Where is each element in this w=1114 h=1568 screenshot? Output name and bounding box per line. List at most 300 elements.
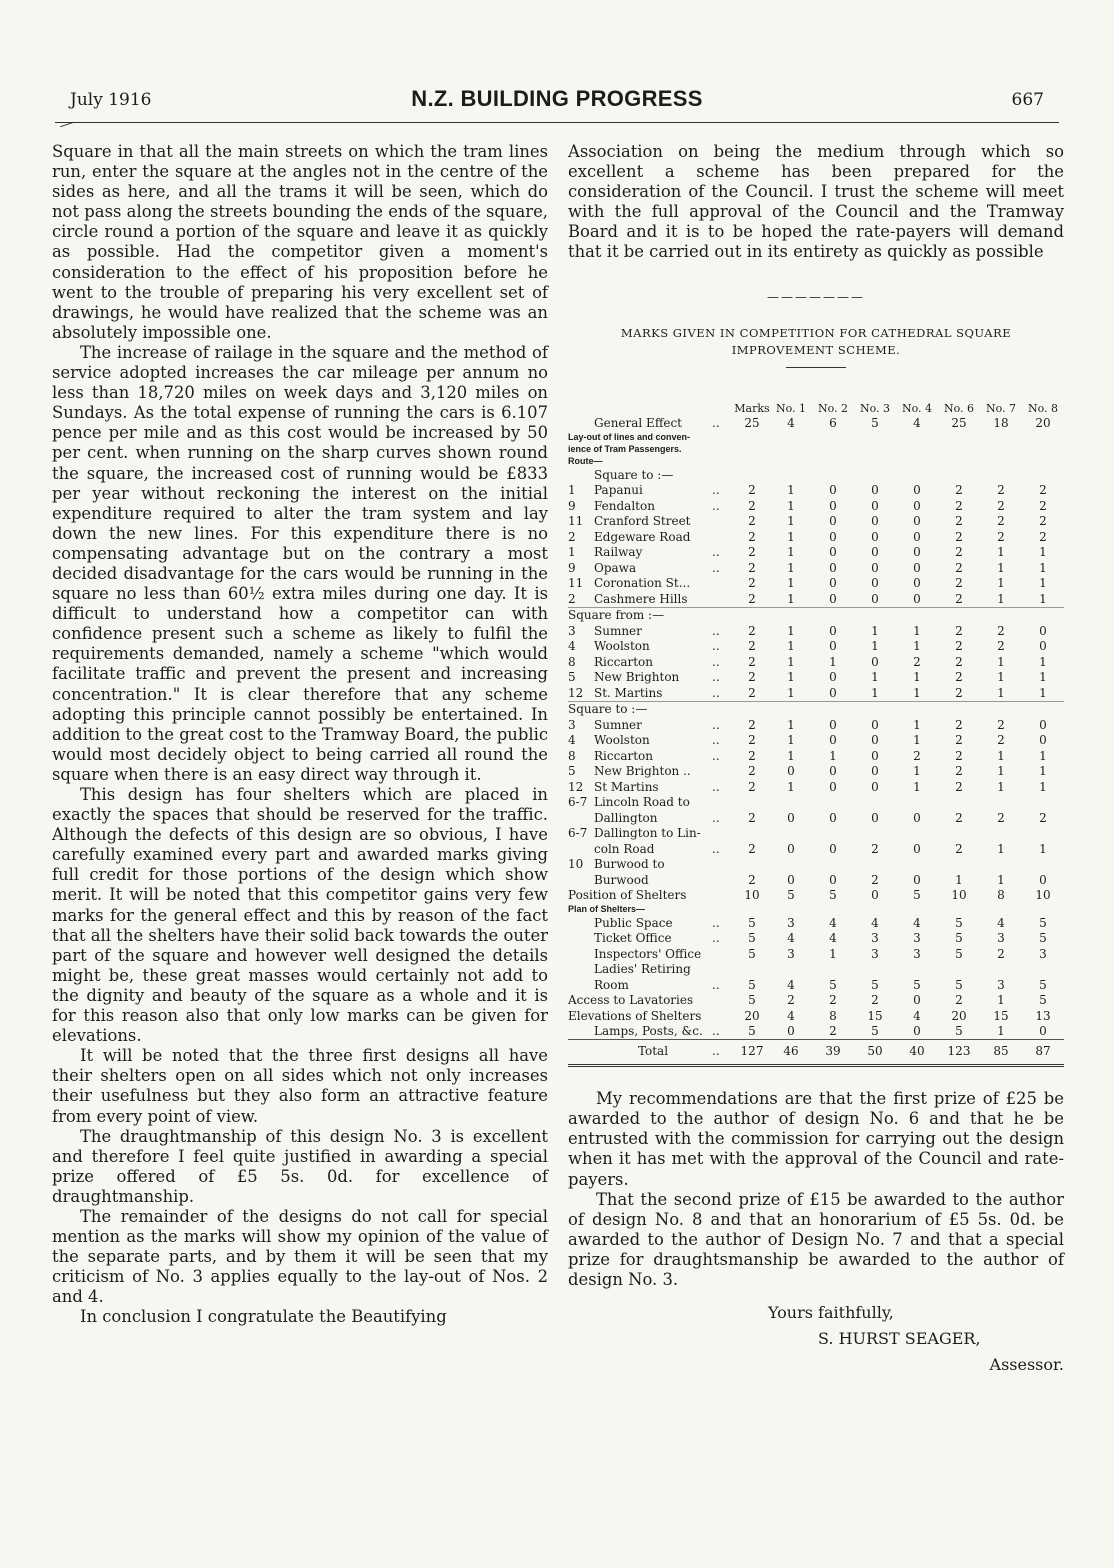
table-cell: 0 xyxy=(829,623,837,638)
table-cell: 0 xyxy=(1039,717,1047,732)
table-cell: 2 xyxy=(955,498,963,513)
table-row xyxy=(568,701,1064,717)
table-cell: 0 xyxy=(913,993,921,1008)
table-cell: 5 xyxy=(955,915,963,930)
table-cell: 1 xyxy=(787,733,795,748)
table-row xyxy=(568,764,1064,780)
table-cell: 0 xyxy=(871,654,879,669)
table-cell: 1 xyxy=(787,560,795,575)
title-rule xyxy=(786,367,846,368)
table-cell: 0 xyxy=(829,560,837,575)
table-cell: 0 xyxy=(913,1024,921,1039)
table-cell: .. xyxy=(712,1040,734,1063)
table-cell: 0 xyxy=(829,545,837,560)
signature-block xyxy=(568,1300,1064,1378)
table-cell: St Martins xyxy=(594,779,659,794)
table-cell: 2 xyxy=(748,514,756,529)
table-cell: 2 xyxy=(871,841,879,856)
table-cell: 2 xyxy=(955,560,963,575)
paragraph: The increase of railage in the square and the method of service adopted increases the car mileage per annum no less than 18,720 miles on week days and 3,120 miles on Sundays. As the total expense of running the cars is 6.107 pence per mile and as this cost would be increased by 50 per cent. when running on the sharp curves shown round the square, the increased cost of running would be £833 per year without reckoning the interest on the initial expenditure required to alter the tram system and lay down the new lines. For this expenditure there is no compensating advantage but on the contrary a most decided disadvantage for the cars would be running in the square no less than 60½ extra miles during one day. It is difficult to understand how a competitor can with confidence present such a scheme as likely to fulfil the requirements demanded, namely a scheme "which would facilitate traffic and prevent the present and increasing concentration." It is clear therefore that any scheme adopting this principle cannot possibly be entertained. In addition to the great cost to the Tramway Board, the public would most decidely object to being carried all round the square when there is an easy direct way through it. xyxy=(52,342,548,784)
table-row xyxy=(568,946,1064,962)
table-cell: 2 xyxy=(748,733,756,748)
table-cell: 0 xyxy=(871,576,879,591)
table-cell: 1 xyxy=(787,779,795,794)
table-cell: 2 xyxy=(955,993,963,1008)
table-cell: 5 xyxy=(568,670,576,685)
table-cell: 1 xyxy=(997,560,1005,575)
table-bottom-rule xyxy=(568,1064,1064,1067)
table-cell: 4 xyxy=(913,915,921,930)
table-cell: 2 xyxy=(748,764,756,779)
table-cell: 2 xyxy=(997,498,1005,513)
paragraph: It will be noted that the three first designs all have their shelters open on all sides which not only increases their usefulness but they also form an attractive feature from every point of view. xyxy=(52,1046,548,1126)
table-cell: Coronation St... xyxy=(594,576,691,591)
paragraph: This design has four shelters which are placed in exactly the spaces that should be reserved for the traffic. Although the defects of this design are so obvious, I have carefully examined every part and awarded marks giving full credit for those portions of the design which show merit. It will be noted that this competitor gains very few marks for the general effect and this by reason of the fact that all the shelters have their solid back towards the outer part of the square and however well designed the details might be, these great masses would certainly not add to the dignity and beauty of the square as a whole and it is for this reason also that only low marks can be given for elevations. xyxy=(52,785,548,1046)
table-cell: 0 xyxy=(871,514,879,529)
table-cell: .. xyxy=(712,639,720,654)
table-cell: Access to Lavatories xyxy=(568,993,694,1008)
table-cell: .. xyxy=(712,483,720,498)
table-cell: 2 xyxy=(955,483,963,498)
table-cell: 2 xyxy=(787,993,795,1008)
table-cell: Dallington to Lin- xyxy=(594,826,701,841)
table-row xyxy=(568,857,1064,873)
table-cell: 0 xyxy=(829,591,837,606)
table-cell: 1 xyxy=(871,685,879,700)
table-cell: 39 xyxy=(812,1040,854,1063)
table-cell: Burwood xyxy=(594,872,649,887)
table-cell: 1 xyxy=(1039,545,1047,560)
table-cell: 2 xyxy=(748,810,756,825)
table-cell: 2 xyxy=(1039,514,1047,529)
table-cell: New Brighton xyxy=(594,670,680,685)
table-cell: 0 xyxy=(829,685,837,700)
table-cell: 87 xyxy=(1022,1040,1064,1063)
table-row xyxy=(568,607,1064,623)
table-cell: 2 xyxy=(748,560,756,575)
table-cell: 3 xyxy=(568,623,576,638)
table-cell: 1 xyxy=(787,514,795,529)
table-cell: .. xyxy=(712,931,720,946)
table-cell: No. 8 xyxy=(1027,401,1059,415)
table-cell: 2 xyxy=(913,748,921,763)
table-cell: No. 1 xyxy=(775,401,807,415)
table-cell: 2 xyxy=(997,514,1005,529)
table-cell: 2 xyxy=(955,810,963,825)
table-cell: Public Space xyxy=(594,915,673,930)
table-cell: .. xyxy=(712,977,720,992)
table-cell: Riccarton xyxy=(594,748,653,763)
table-cell: 2 xyxy=(955,764,963,779)
table-cell: Railway xyxy=(594,545,643,560)
table-cell: 2 xyxy=(748,591,756,606)
table-cell: Room xyxy=(594,977,629,992)
table-cell: New Brighton .. xyxy=(594,764,691,779)
table-cell: 1 xyxy=(1039,654,1047,669)
table-cell: 1 xyxy=(913,717,921,732)
table-cell: Plan of Shelters— xyxy=(568,903,646,914)
table-row xyxy=(568,915,1064,931)
table-cell: 10 xyxy=(951,888,967,903)
paragraph: Square in that all the main streets on which the tram lines run, enter the square at the angles not in the centre of the sides as here, and all the trams it will be seen, which do not pass along the streets bounding the ends of the square, circle round a portion of the square and leave it as quickly as possible. Had the competitor given a moment's consideration to the effect of his proposition before he went to the trouble of preparing his very excellent set of drawings, he would have realized that the scheme was an absolutely impossible one. xyxy=(52,142,548,342)
table-row xyxy=(568,748,1064,764)
table-cell: 5 xyxy=(1039,915,1047,930)
table-cell: 2 xyxy=(748,654,756,669)
table-cell: 1 xyxy=(913,623,921,638)
table-cell: 11 xyxy=(568,514,584,529)
table-cell: 0 xyxy=(1039,872,1047,887)
table-cell: 2 xyxy=(748,779,756,794)
table-cell: Woolston xyxy=(594,639,650,654)
table-cell: 2 xyxy=(748,872,756,887)
table-cell: 0 xyxy=(913,560,921,575)
table-cell: 1 xyxy=(997,591,1005,606)
table-cell: 1 xyxy=(997,545,1005,560)
table-cell: 0 xyxy=(913,872,921,887)
table-cell: 4 xyxy=(787,931,795,946)
table-cell: 2 xyxy=(955,529,963,544)
table-cell: 9 xyxy=(568,498,576,513)
table-cell: 0 xyxy=(829,764,837,779)
table-row xyxy=(568,623,1064,639)
table-cell: 0 xyxy=(787,764,795,779)
table-cell: 3 xyxy=(871,931,879,946)
table-cell: 1 xyxy=(871,623,879,638)
table-cell: 1 xyxy=(913,639,921,654)
table-cell: 2 xyxy=(955,841,963,856)
table-row xyxy=(568,591,1064,607)
table-cell: Papanui xyxy=(594,483,643,498)
table-cell: 1 xyxy=(1039,591,1047,606)
table-cell: 0 xyxy=(787,872,795,887)
table-cell: 2 xyxy=(913,654,921,669)
table-row xyxy=(568,545,1064,561)
table-cell: 1 xyxy=(787,670,795,685)
table-cell: 8 xyxy=(568,654,576,669)
table-cell: 0 xyxy=(913,545,921,560)
table-cell: Dallington xyxy=(594,810,658,825)
table-cell: 0 xyxy=(913,841,921,856)
table-cell: 2 xyxy=(748,576,756,591)
table-cell: 2 xyxy=(955,623,963,638)
table-cell: 5 xyxy=(955,931,963,946)
table-cell: 4 xyxy=(829,915,837,930)
table-cell: 0 xyxy=(1039,639,1047,654)
table-cell: 1 xyxy=(787,576,795,591)
paragraph: My recommendations are that the first prize of £25 be awarded to the author of design No. 6 and that he be entrusted with the commission for carrying out the design when it has met with the approval of the Council and rate-payers. xyxy=(568,1089,1064,1189)
table-cell: Total xyxy=(594,1040,712,1063)
paragraph: That the second prize of £15 be awarded to the author of design No. 8 and that an honorarium of £5 5s. 0d. be awarded to the author of Design No. 7 and that a special prize for draughtsmanship be awarded to the author of design No. 3. xyxy=(568,1189,1064,1289)
table-cell: .. xyxy=(712,654,720,669)
table-header-row xyxy=(568,402,1064,416)
table-cell: 2 xyxy=(955,654,963,669)
table-cell: 5 xyxy=(748,931,756,946)
table-cell: No. 4 xyxy=(901,401,933,415)
table-cell: 0 xyxy=(871,591,879,606)
table-cell: 3 xyxy=(787,915,795,930)
table-cell: 15 xyxy=(867,1008,883,1023)
table-row xyxy=(568,977,1064,993)
table-cell: .. xyxy=(712,416,720,431)
table-cell: 1 xyxy=(913,779,921,794)
table-cell: 1 xyxy=(787,685,795,700)
table-row xyxy=(568,810,1064,826)
table-cell: 2 xyxy=(748,545,756,560)
section-divider: ——————— xyxy=(767,289,865,304)
table-cell: 13 xyxy=(1035,1008,1051,1023)
table-row xyxy=(568,639,1064,655)
signatory: S. HURST SEAGER, xyxy=(818,1329,981,1349)
table-cell: 2 xyxy=(829,993,837,1008)
table-cell: 0 xyxy=(871,810,879,825)
table-cell: 1 xyxy=(997,1024,1005,1039)
table-row xyxy=(568,795,1064,811)
table-cell: 0 xyxy=(913,529,921,544)
table-cell: 123 xyxy=(938,1040,980,1063)
table-cell: 2 xyxy=(997,717,1005,732)
table-cell: Elevations of Shelters xyxy=(568,1008,702,1023)
table-cell: 3 xyxy=(1039,946,1047,961)
table-cell: 20 xyxy=(951,1008,967,1023)
table-row xyxy=(568,685,1064,701)
table-cell: Route— xyxy=(568,455,603,466)
table-row xyxy=(568,841,1064,857)
table-cell: 3 xyxy=(787,946,795,961)
table-row xyxy=(568,872,1064,888)
table-cell: 1 xyxy=(787,529,795,544)
table-cell: 5 xyxy=(748,1024,756,1039)
table-cell: 1 xyxy=(997,764,1005,779)
table-cell: .. xyxy=(712,733,720,748)
table-cell: 5 xyxy=(871,977,879,992)
table-cell: 0 xyxy=(829,529,837,544)
table-cell: 0 xyxy=(1039,623,1047,638)
table-cell: 20 xyxy=(744,1008,760,1023)
table-cell: 2 xyxy=(1039,810,1047,825)
table-cell: 4 xyxy=(787,416,795,431)
table-cell: 1 xyxy=(871,639,879,654)
table-cell: 6 xyxy=(829,416,837,431)
table-cell: .. xyxy=(712,685,720,700)
table-cell: 0 xyxy=(829,810,837,825)
table-cell: 2 xyxy=(955,670,963,685)
table-cell: 5 xyxy=(748,915,756,930)
table-row xyxy=(568,416,1064,432)
table-row xyxy=(568,1008,1064,1024)
table-cell: 2 xyxy=(955,591,963,606)
table-cell: Square to :— xyxy=(568,701,1064,717)
table-cell: 1 xyxy=(1039,748,1047,763)
table-cell: 2 xyxy=(1039,529,1047,544)
table-cell: No. 6 xyxy=(943,401,975,415)
table-cell: 4 xyxy=(568,639,576,654)
table-cell: 2 xyxy=(997,483,1005,498)
table-cell: 1 xyxy=(787,591,795,606)
table-cell: 0 xyxy=(1039,733,1047,748)
paragraph: The remainder of the designs do not call for special mention as the marks will show my opinion of the value of the separate parts, and by them it will be seen that my criticism of No. 3 applies equally to the lay-out of Nos. 2 and 4. xyxy=(52,1206,548,1307)
table-cell: 0 xyxy=(787,1024,795,1039)
table-cell: 1 xyxy=(787,748,795,763)
table-cell: 1 xyxy=(787,654,795,669)
table-cell: 1 xyxy=(829,748,837,763)
table-cell: 8 xyxy=(997,888,1005,903)
table-cell: 0 xyxy=(871,748,879,763)
table-cell: 2 xyxy=(997,733,1005,748)
table-row xyxy=(568,931,1064,947)
table-cell: 50 xyxy=(854,1040,896,1063)
table-cell: 5 xyxy=(955,1024,963,1039)
table-cell: 5 xyxy=(787,888,795,903)
paragraph: The draughtmanship of this design No. 3 is excellent and therefore I feel quite justified in awarding a special prize offered of £5 5s. 0d. for excellence of draughtmanship. xyxy=(52,1126,548,1206)
right-column xyxy=(568,142,1064,1378)
table-cell: St. Martins xyxy=(594,685,663,700)
table-row xyxy=(568,654,1064,670)
table-cell: 11 xyxy=(568,576,584,591)
table-cell: .. xyxy=(712,545,720,560)
table-cell: 0 xyxy=(871,779,879,794)
table-cell: 40 xyxy=(896,1040,938,1063)
table-cell: Fendalton xyxy=(594,498,655,513)
table-cell: .. xyxy=(712,670,720,685)
table-cell: 0 xyxy=(871,545,879,560)
table-cell: 10 xyxy=(1035,888,1051,903)
table-cell: 0 xyxy=(871,888,879,903)
table-cell: 2 xyxy=(748,623,756,638)
table-cell: 5 xyxy=(748,946,756,961)
table-cell: 5 xyxy=(955,977,963,992)
table-cell: 1 xyxy=(997,576,1005,591)
table-cell: Square from :— xyxy=(568,607,1064,623)
page-number: 667 xyxy=(1011,90,1044,110)
table-cell: Woolston xyxy=(594,733,650,748)
table-cell: Edgeware Road xyxy=(594,529,691,544)
table-row xyxy=(568,826,1064,842)
table-cell: 127 xyxy=(734,1040,770,1063)
table-cell: 1 xyxy=(913,685,921,700)
table-row xyxy=(568,993,1064,1009)
table-row xyxy=(568,467,1064,483)
page-header xyxy=(55,82,1059,122)
table-cell: 4 xyxy=(568,733,576,748)
table-cell: 0 xyxy=(787,810,795,825)
table-cell: 4 xyxy=(787,977,795,992)
table-cell: 1 xyxy=(997,841,1005,856)
table-cell: 1 xyxy=(1039,685,1047,700)
table-cell: .. xyxy=(712,748,720,763)
table-cell: 1 xyxy=(787,545,795,560)
table-cell: 5 xyxy=(871,416,879,431)
table-row xyxy=(568,888,1064,904)
table-cell: 1 xyxy=(1039,576,1047,591)
table-cell: 2 xyxy=(997,946,1005,961)
table-cell: 85 xyxy=(980,1040,1022,1063)
table-cell: 1 xyxy=(1039,670,1047,685)
table-cell: Cranford Street xyxy=(594,514,691,529)
table-cell: .. xyxy=(712,1024,720,1039)
table-cell: 12 xyxy=(568,779,584,794)
publication-title: N.Z. BUILDING PROGRESS xyxy=(411,86,703,111)
table-cell: 12 xyxy=(568,685,584,700)
table-cell: 1 xyxy=(1039,764,1047,779)
table-cell: .. xyxy=(712,841,720,856)
table-cell: 46 xyxy=(770,1040,812,1063)
table-cell: 1 xyxy=(787,717,795,732)
table-cell: ience of Tram Passengers. xyxy=(568,443,682,454)
table-cell: No. 3 xyxy=(859,401,891,415)
table-cell: 0 xyxy=(829,733,837,748)
table-cell: Position of Shelters xyxy=(568,888,687,903)
table-cell: Marks xyxy=(734,401,770,415)
issue-date: July 1916 xyxy=(70,90,152,110)
table-cell: 5 xyxy=(1039,977,1047,992)
table-cell: 2 xyxy=(748,639,756,654)
table-row xyxy=(568,483,1064,499)
table-cell: Opawa xyxy=(594,560,637,575)
table-cell: 0 xyxy=(913,591,921,606)
table-section xyxy=(568,431,1064,443)
table-cell: 2 xyxy=(748,841,756,856)
paragraph: Association on being the medium through which so excellent a scheme has been prepared for the consideration of the Council. I trust the scheme will meet with the full approval of the Council and the Tramway Board and it is to be hoped the rate-payers will demand that it be carried out in its entirety as quickly as possible xyxy=(568,142,1064,262)
table-cell: 2 xyxy=(871,993,879,1008)
table-cell: Burwood to xyxy=(594,857,665,872)
table-row xyxy=(568,498,1064,514)
table-cell: 6-7 xyxy=(568,795,588,810)
table-cell: .. xyxy=(712,915,720,930)
table-cell: 2 xyxy=(568,529,576,544)
table-cell: Sumner xyxy=(594,717,642,732)
table-cell: Sumner xyxy=(594,623,642,638)
table-cell: 4 xyxy=(871,915,879,930)
table-cell: 5 xyxy=(568,764,576,779)
table-cell: 0 xyxy=(829,872,837,887)
table-cell: 5 xyxy=(748,993,756,1008)
table-cell: Square to :— xyxy=(594,467,674,482)
table-cell: 5 xyxy=(748,977,756,992)
table-cell: 5 xyxy=(871,1024,879,1039)
table-cell: 1 xyxy=(997,872,1005,887)
table-cell: 2 xyxy=(748,529,756,544)
table-cell: 10 xyxy=(568,857,584,872)
table-cell: 3 xyxy=(871,946,879,961)
table-cell: 4 xyxy=(913,416,921,431)
table-cell: 0 xyxy=(913,514,921,529)
table-row xyxy=(568,1024,1064,1040)
table-cell: 0 xyxy=(829,514,837,529)
table-cell: Cashmere Hills xyxy=(594,591,688,606)
table-cell: 20 xyxy=(1035,416,1051,431)
table-row xyxy=(568,733,1064,749)
table-total-row xyxy=(568,1040,1064,1063)
left-column xyxy=(52,142,548,1328)
table-cell: 0 xyxy=(829,639,837,654)
table-row xyxy=(568,670,1064,686)
table-cell: 2 xyxy=(955,639,963,654)
table-cell: .. xyxy=(712,560,720,575)
signatory-role: Assessor. xyxy=(989,1355,1064,1375)
table-cell: 0 xyxy=(871,483,879,498)
table-cell: 4 xyxy=(997,915,1005,930)
table-cell: 0 xyxy=(913,576,921,591)
table-section xyxy=(568,903,1064,915)
table-cell: 25 xyxy=(744,416,760,431)
table-cell: 3 xyxy=(997,931,1005,946)
table-row xyxy=(568,576,1064,592)
table-cell: Lay-out of lines and conven- xyxy=(568,431,691,442)
table-cell: 1 xyxy=(913,764,921,779)
table-row xyxy=(568,962,1064,978)
table-cell: 2 xyxy=(829,1024,837,1039)
table-cell: No. 7 xyxy=(985,401,1017,415)
